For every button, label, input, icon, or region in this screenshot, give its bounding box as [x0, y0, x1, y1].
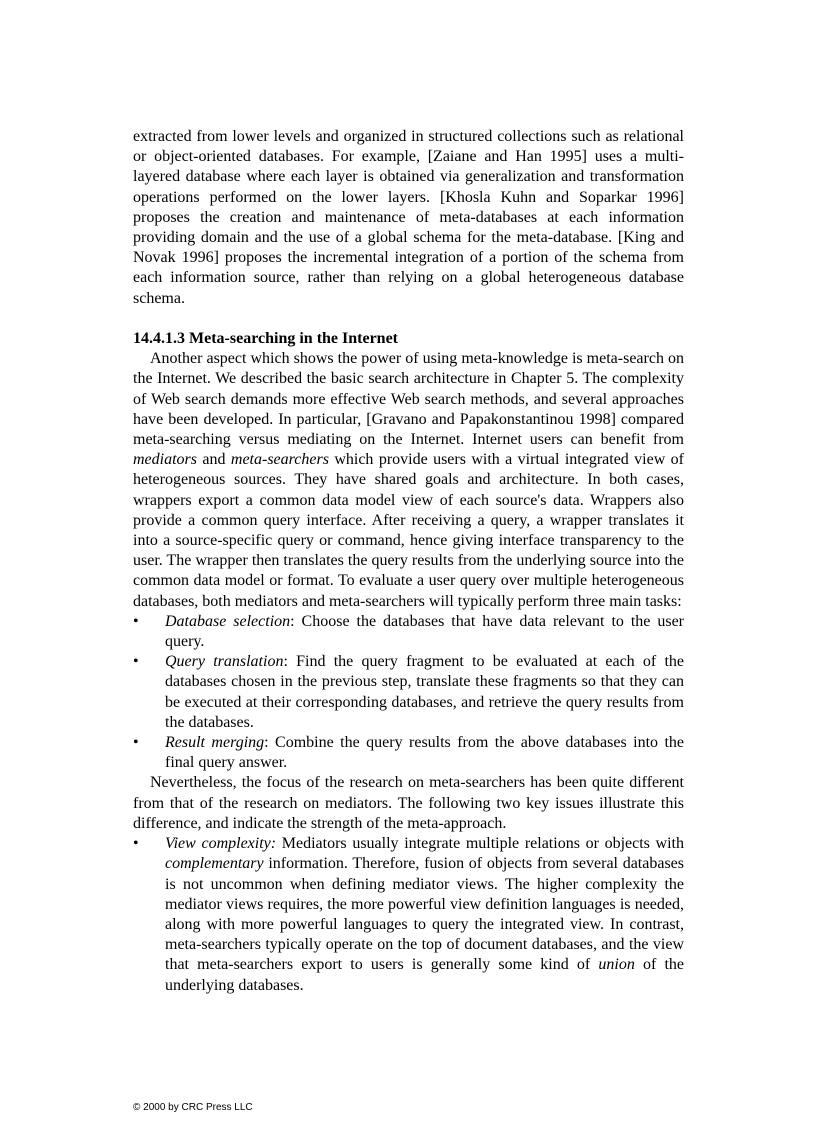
italic-term: complementary — [165, 855, 264, 873]
bullet-icon: • — [133, 612, 139, 630]
text: : Choose the databases that have data relevant to the user query. — [165, 612, 684, 651]
copyright-footer: © 2000 by CRC Press LLC — [133, 1102, 253, 1113]
text: : Combine the query results from the above databases into the final query answer. — [165, 734, 684, 772]
italic-term: union — [598, 956, 635, 974]
italic-term: Database selection — [165, 612, 291, 630]
text: Another aspect which shows the power of using meta-knowledge is meta-search on the Internet. We described the basic search architecture in Chapter 5. The complexity of Web search demands more effective Web search methods, and several approaches have been developed. In particular, [Gravano and Papakonstantinou 1998] compared meta-searching versus mediating on the Internet. Internet users can benefit from — [133, 350, 684, 449]
paragraph: extracted from lower levels and organized in structured collections such as relational or object-oriented databases. For example, [Zaiane and Han 1995] uses a multi-layered database where each layer is obtained via generalization and transformation operations performed on the lower layers. [Khosla Kuhn and Soparkar 1996] proposes the creation and maintenance of meta-databases at each information providing domain and the use of a global schema for the meta-database. [King and Novak 1996] proposes the incremental integration of a portion of the schema from each information source, rather than relying on a global heterogeneous database schema. — [133, 128, 684, 307]
paragraph: Nevertheless, the focus of the research on meta-searchers has been quite different from that of the research on mediators. The following two key issues illustrate this difference, and indicate the strength of the meta-approach. — [133, 774, 684, 832]
text: which provide users with a virtual integrated view of heterogeneous sources. They have shared goals and architecture. In both cases, wrappers export a common data model view of each source's data. Wrappers also provide a common query interface. After receiving a query, a wrapper translates it into a source-specific query or command, hence giving interface transparency to the user. The wrapper then translates the query results from the underlying source into the common data model or format. To evaluate a user query over multiple heterogeneous databases, both mediators and meta-searchers will typically perform three main tasks: — [133, 451, 684, 610]
text: of the underlying databases. — [165, 956, 685, 994]
page-body — [133, 127, 684, 996]
list-item — [133, 612, 684, 652]
italic-term: Result merging — [165, 734, 265, 752]
issue-list — [133, 834, 684, 996]
text: and — [197, 451, 231, 469]
italic-term: meta-searchers — [230, 451, 329, 469]
bullet-icon: • — [133, 653, 139, 671]
list-item — [133, 834, 684, 996]
text: information. Therefore, fusion of objects from several databases is not uncommon when defining mediator views. The higher complexity the mediator views requires, the more powerful view definition languages is needed, along with more powerful languages to query the integrated view. In contrast, meta-searchers typically operate on the top of document databases, and the view that meta-searchers export to users is generally some kind of — [165, 855, 684, 974]
bullet-icon: • — [133, 835, 139, 853]
paragraph — [133, 349, 684, 612]
text: : Find the query fragment to be evaluated at each of the databases chosen in the previous step, translate these fragments so that they can be executed at their corresponding databases, and retrieve the query results from the databases. — [165, 653, 685, 731]
italic-term: View complexity: — [165, 835, 277, 853]
list-item — [133, 733, 684, 773]
text: Mediators usually integrate multiple relations or objects with — [276, 835, 685, 853]
italic-term: Query translation — [165, 653, 284, 671]
section-heading: 14.4.1.3 Meta-searching in the Internet — [133, 330, 398, 348]
italic-term: mediators — [133, 451, 197, 469]
bullet-icon: • — [133, 734, 139, 752]
task-list — [133, 612, 684, 774]
list-item — [133, 652, 684, 733]
